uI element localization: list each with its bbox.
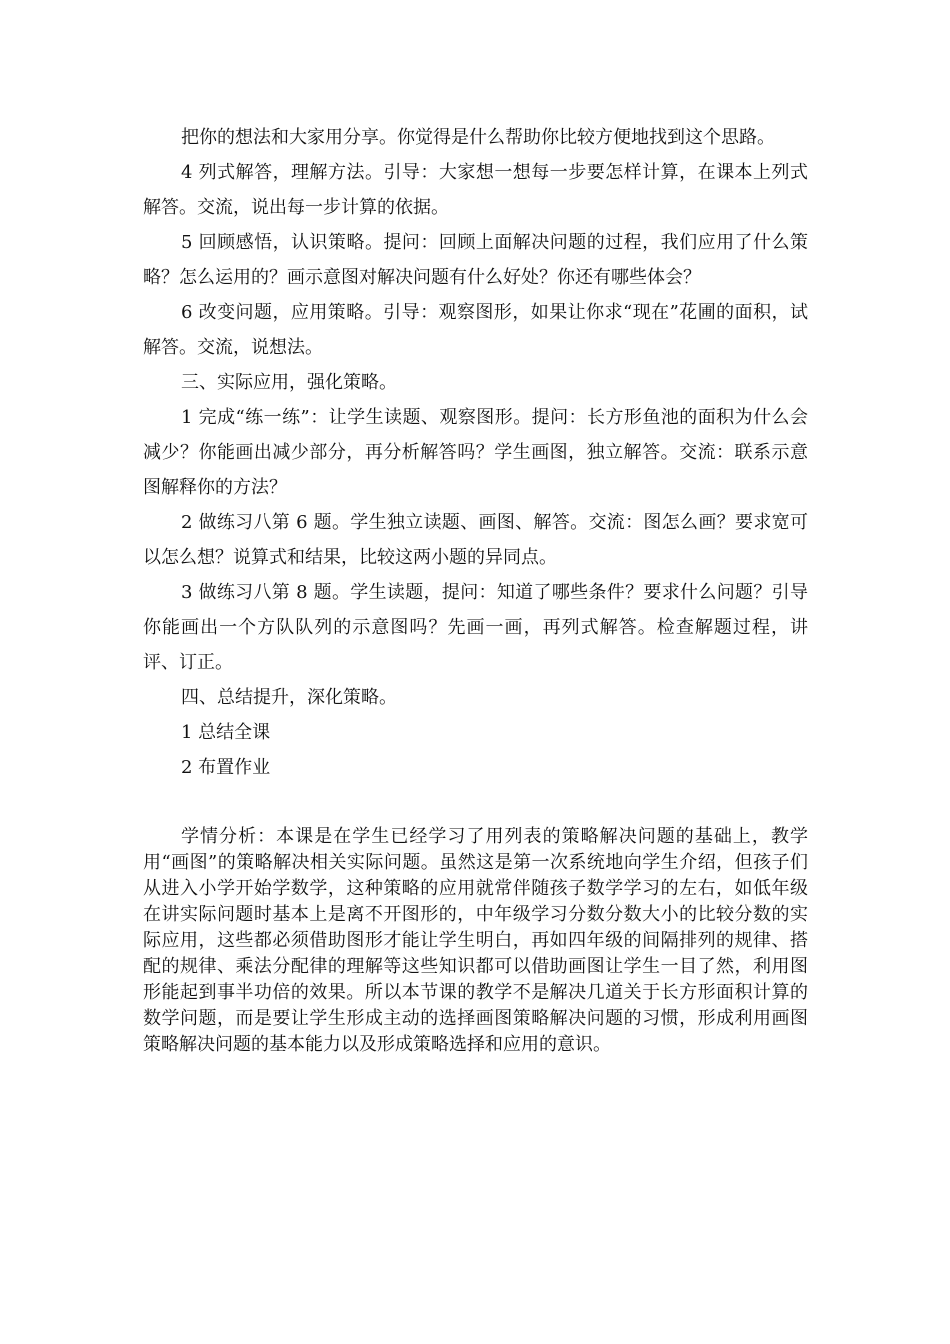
paragraph-step-6: 6 改变问题，应用策略。引导：观察图形，如果让你求“现在”花圃的面积，试解答。交流，说想法。 (143, 302, 808, 358)
paragraph-step-5: 5 回顾感悟，认识策略。提问：回顾上面解决问题的过程，我们应用了什么策略？怎么运用的？画示意图对解决问题有什么好处？你还有哪些体会？ (143, 232, 808, 288)
learning-analysis (143, 824, 808, 1058)
section-heading-4: 四、总结提升，深化策略。 (181, 687, 397, 708)
paragraph-share-thoughts: 把你的想法和大家用分享。你觉得是什么帮助你比较方便地找到这个思路。 (181, 127, 775, 148)
section-heading-3: 三、实际应用，强化策略。 (181, 372, 397, 393)
paragraph-summary-2: 2 布置作业 (181, 757, 271, 778)
lesson-steps (143, 120, 808, 785)
paragraph-practice-2: 2 做练习八第 6 题。学生独立读题、画图、解答。交流：图怎么画？要求宽可以怎么想？说算式和结果，比较这两小题的异同点。 (143, 512, 808, 568)
paragraph-step-4: 4 列式解答，理解方法。引导：大家想一想每一步要怎样计算，在课本上列式解答。交流，说出每一步计算的依据。 (143, 162, 808, 218)
paragraph-practice-3: 3 做练习八第 8 题。学生读题，提问：知道了哪些条件？要求什么问题？引导你能画出一个方队队列的示意图吗？先画一画，再列式解答。检查解题过程，讲评、订正。 (143, 582, 808, 673)
paragraph-practice-1: 1 完成“练一练”：让学生读题、观察图形。提问：长方形鱼池的面积为什么会减少？你能画出减少部分，再分析解答吗？学生画图，独立解答。交流：联系示意图解释你的方法？ (143, 407, 808, 498)
analysis-paragraph: 学情分析：本课是在学生已经学习了用列表的策略解决问题的基础上，教学用“画图”的策略解决相关实际问题。虽然这是第一次系统地向学生介绍，但孩子们从进入小学开始学数学，这种策略的应用就常伴随孩子数学学习的左右，如低年级在讲实际问题时基本上是离不开图形的，中年级学习分数分数大小的比较分数的实际应用，这些都必须借助图形才能让学生明白，再如四年级的间隔排列的规律、搭配的规律、乘法分配律的理解等这些知识都可以借助画图让学生一目了然，利用图形能起到事半功倍的效果。所以本节课的教学不是解决几道关于长方形面积计算的数学问题，而是要让学生形成主动的选择画图策略解决问题的习惯，形成利用画图策略解决问题的基本能力以及形成策略选择和应用的意识。 (143, 826, 808, 1055)
paragraph-summary-1: 1 总结全课 (181, 722, 271, 743)
